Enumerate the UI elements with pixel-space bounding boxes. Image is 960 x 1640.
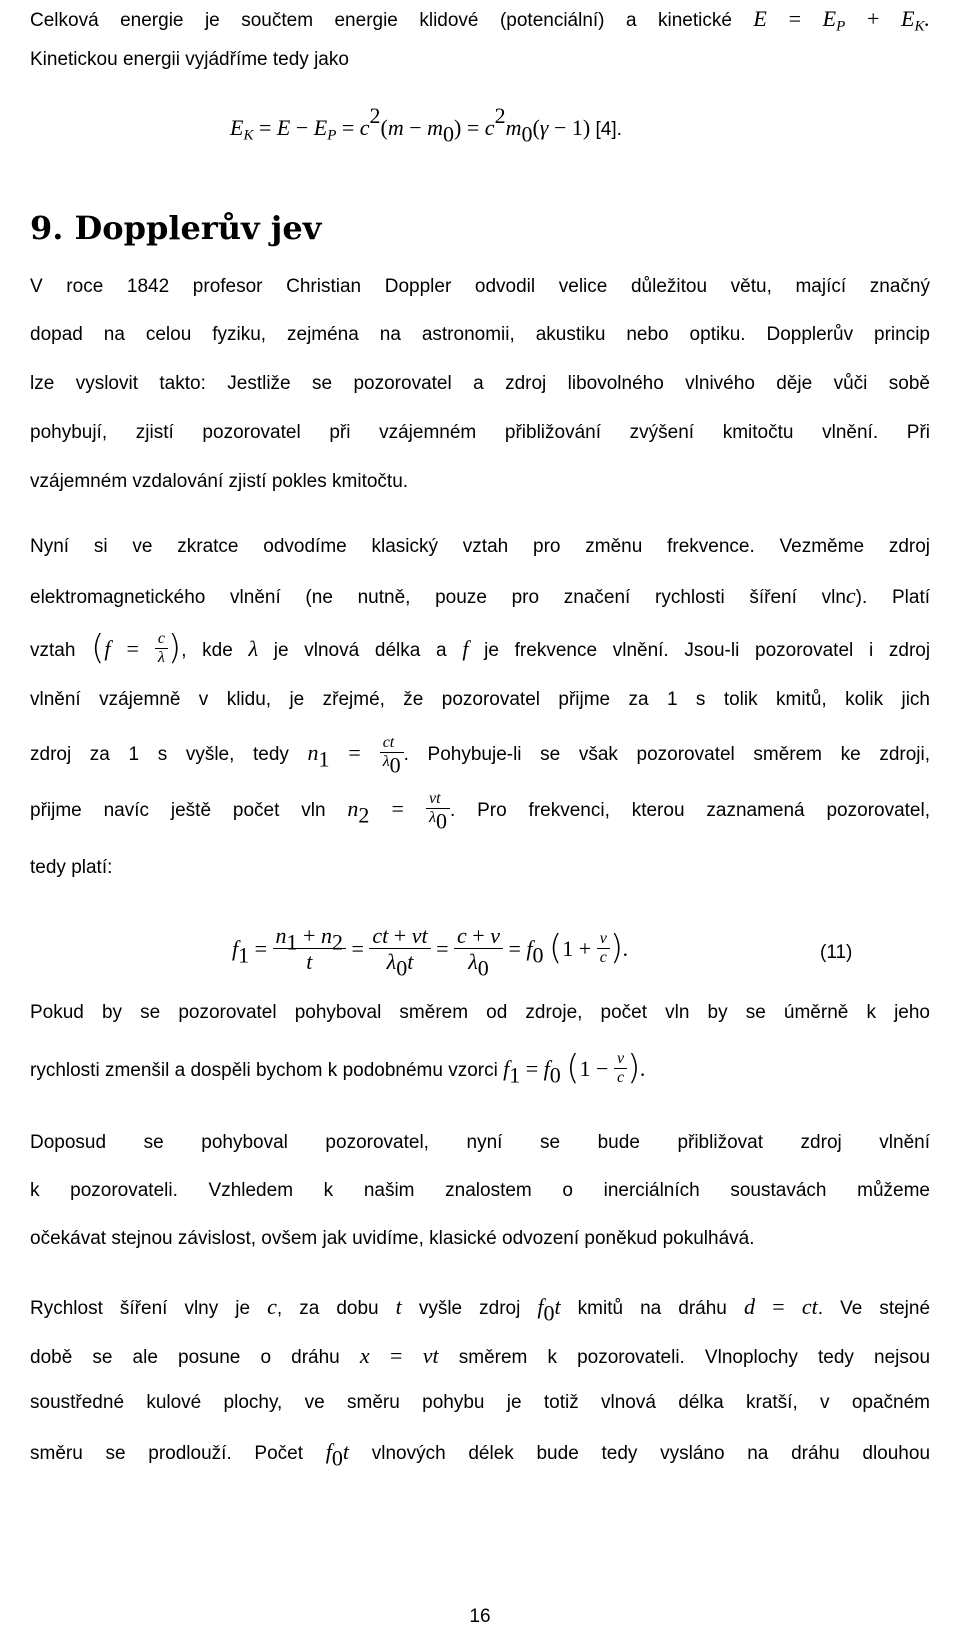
equation-number: (11) <box>820 942 853 963</box>
p1-line: vzájemném vzdalování zjistí pokles kmitočtu. <box>30 471 409 492</box>
p2-line: elektromagnetického vlnění (ne nutně, pouze pro značení rychlosti šíření vlnc). Platí <box>30 583 930 608</box>
p5-line: směru se prodlouží. Počet $f_0t$ vlnových délek bude tedy vysláno na dráhu dlouhou <box>30 1439 931 1471</box>
citation: [4]. <box>595 119 622 141</box>
math-n2: $n_2$ = $\frac{vt}{\lambda_0}$ <box>347 796 450 821</box>
p3-line: rychlosti zmenšil a dospěli bychom k podobnému vzorci $f_1 = f_0$ (1 − $\frac{v}{c}$ ). <box>30 1047 646 1088</box>
p5-line: době se ale posune o dráhu x = vt směrem k pozorovateli. Vlnoplochy tedy nejsou <box>30 1343 931 1368</box>
math-f1-receding: $f_1 = f_0$ (1 − $\frac{v}{c}$ ). <box>503 1047 646 1088</box>
math-n1: $n_1$ = $\frac{ct}{\lambda_0}$ <box>308 740 404 765</box>
math-energy-sum: $E = E_P + E_K$. <box>753 6 931 35</box>
p1-line: dopad na celou fyziku, zejména na astronomii, akustiku nebo optiku. Dopplerův princip <box>30 324 930 345</box>
p5-line: Rychlost šíření vlny je c, za dobu t vyšle zdroj $f_0t$ kmitů na dráhu d = ct. Ve stejné <box>30 1294 931 1326</box>
text-line-2 <box>30 50 930 69</box>
p3-line: Pokud by se pozorovatel pohyboval směrem od zdroje, počet vln by se úměrně k jeho <box>30 1002 930 1023</box>
p2-line: Nyní si ve zkratce odvodíme klasický vztah pro změnu frekvence. Vezměme zdroj <box>30 536 930 557</box>
p2-line: zdroj za 1 s vyšle, tedy $n_1$ = $\frac{ct}{\lambda_0}$ . Pohybuje-li se však pozorovatel směrem ke zdroji, <box>30 734 931 778</box>
p4-line: Doposud se pohyboval pozorovatel, nyní se bude přibližovat zdroj vlnění <box>30 1132 930 1153</box>
section-heading: 9. Dopplerův jev <box>30 209 322 247</box>
text: Kinetickou energii vyjádříme tedy jako <box>30 49 349 70</box>
p1-line: pohybují, zjistí pozorovatel při vzájemném přibližování zvýšení kmitočtu vlnění. Při <box>30 422 930 443</box>
p4-line: očekávat stejnou závislost, ovšem jak uvidíme, klasické odvození poněkud pokulhává. <box>30 1228 755 1249</box>
equation-11: $f_1$ = $\frac{n_1 + n_2}{t}$ = $\frac{ct + vt}{\lambda_0t}$ = $\frac{c + v}{\lambda_0}$ = $f_0$ (1 + $\frac{v}{c}$ ). <box>232 923 629 981</box>
p1-line: lze vyslovit takto: Jestliže se pozorovatel a zdroj libovolného vlnivého děje vůči sobě <box>30 373 930 394</box>
math-f-equals-c-over-lambda: (f = $\frac{c}{\lambda}$ ) <box>91 627 182 668</box>
p1-line: V roce 1842 profesor Christian Doppler odvodil velice důležitou větu, mající značný <box>30 276 930 297</box>
p2-line: vztah (f = $\frac{c}{\lambda}$ ), kde λ je vlnová délka a f je frekvence vlnění. Jsou-li pozorovatel i zdroj <box>30 627 931 668</box>
p2-line: tedy platí: <box>30 857 113 878</box>
page-number: 16 <box>469 1606 491 1627</box>
p2-line: vlnění vzájemně v klidu, je zřejmé, že pozorovatel přijme za 1 s tolik kmitů, kolik jich <box>30 689 930 710</box>
p4-line: k pozorovateli. Vzhledem k našim znalostem o inerciálních soustavách můžeme <box>30 1180 930 1201</box>
p5-line: soustředné kulové plochy, ve směru pohybu je totiž vlnová délka kratší, v opačném <box>30 1392 930 1413</box>
text: Celková energie je součtem energie klidové (potenciální) a kinetické <box>30 10 732 31</box>
text-line-1 <box>30 6 931 35</box>
equation-kinetic-energy: $E_K = E - E_P = c^2(m - m_0) = c^2m_0(\gamma - 1)$ [4]. <box>230 103 622 147</box>
p2-line: přijme navíc ještě počet vln $n_2$ = $\frac{vt}{\lambda_0}$ . Pro frekvenci, kterou zaznamená pozorovatel, <box>30 790 930 834</box>
